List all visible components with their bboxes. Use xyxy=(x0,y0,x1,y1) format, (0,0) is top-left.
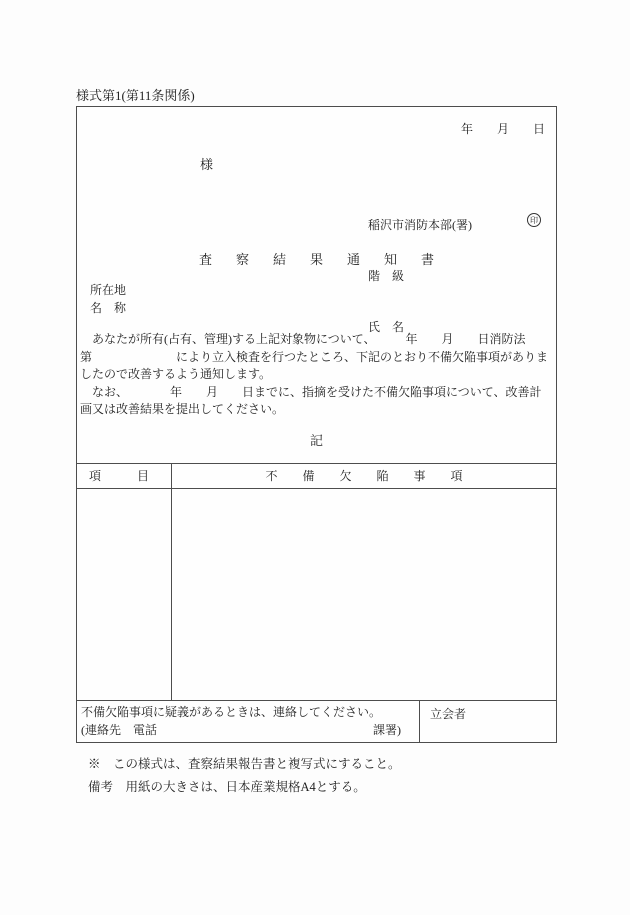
table-body-row xyxy=(77,489,556,700)
body-paragraph xyxy=(80,331,554,419)
body-line: 画又は改善結果を提出してください。 xyxy=(80,402,285,416)
contact-prefix: (連絡先 電話 xyxy=(81,723,157,737)
footer-note-cell xyxy=(77,701,420,742)
witness-cell xyxy=(420,701,556,742)
table-header-row xyxy=(77,464,556,489)
table-header-defect-text: 不備欠陥事項 xyxy=(265,469,488,483)
contact-line xyxy=(81,721,419,739)
sender-organization: 稲沢市消防本部(署) xyxy=(368,218,472,232)
notice-form-box xyxy=(76,106,557,743)
table-body-defect-cell xyxy=(172,489,556,700)
date-line: 年 月 日 xyxy=(460,122,545,136)
sender-rank-label: 階 級 xyxy=(368,269,405,283)
body-line: 第 により立入検査を行つたところ、下記のとおり不備欠陥事項がありま xyxy=(80,349,549,364)
addressee-honorific: 様 xyxy=(200,157,214,172)
table-footer-row xyxy=(77,700,556,742)
table-body-item-cell xyxy=(77,489,172,700)
note-paper-size: 備考 用紙の大きさは、日本産業規格A4とする。 xyxy=(88,780,366,794)
note-copy-style: ※ この様式は、査察結果報告書と複写式にすること。 xyxy=(88,757,401,771)
record-heading: 記 xyxy=(309,433,323,448)
form-style-label: 様式第1(第11条関係) xyxy=(76,88,195,103)
table-header-defect xyxy=(172,464,556,488)
site-name-label: 名 称 xyxy=(90,301,127,315)
seal-icon: 印 xyxy=(527,213,541,227)
body-line: あなたが所有(占有、管理)する上記対象物について、 年 月 日消防法 xyxy=(80,332,526,346)
footer-note-text: 不備欠陥事項に疑義があるときは、連絡してください。 xyxy=(81,705,382,719)
inspection-table xyxy=(77,463,556,742)
body-line: したので改善するよう通知します。 xyxy=(80,367,272,381)
sender-name-label: 氏 名 xyxy=(368,320,405,334)
contact-suffix: 課署) xyxy=(373,723,401,737)
document-title xyxy=(77,249,556,268)
witness-label: 立会者 xyxy=(430,707,467,721)
document-title-text: 査察結果通知書 xyxy=(198,252,458,267)
body-line: なお、 年 月 日までに、指摘を受けた不備欠陥事項について、改善計 xyxy=(80,384,542,399)
table-header-item: 項 目 xyxy=(77,464,172,488)
site-location-label: 所在地 xyxy=(90,283,127,297)
